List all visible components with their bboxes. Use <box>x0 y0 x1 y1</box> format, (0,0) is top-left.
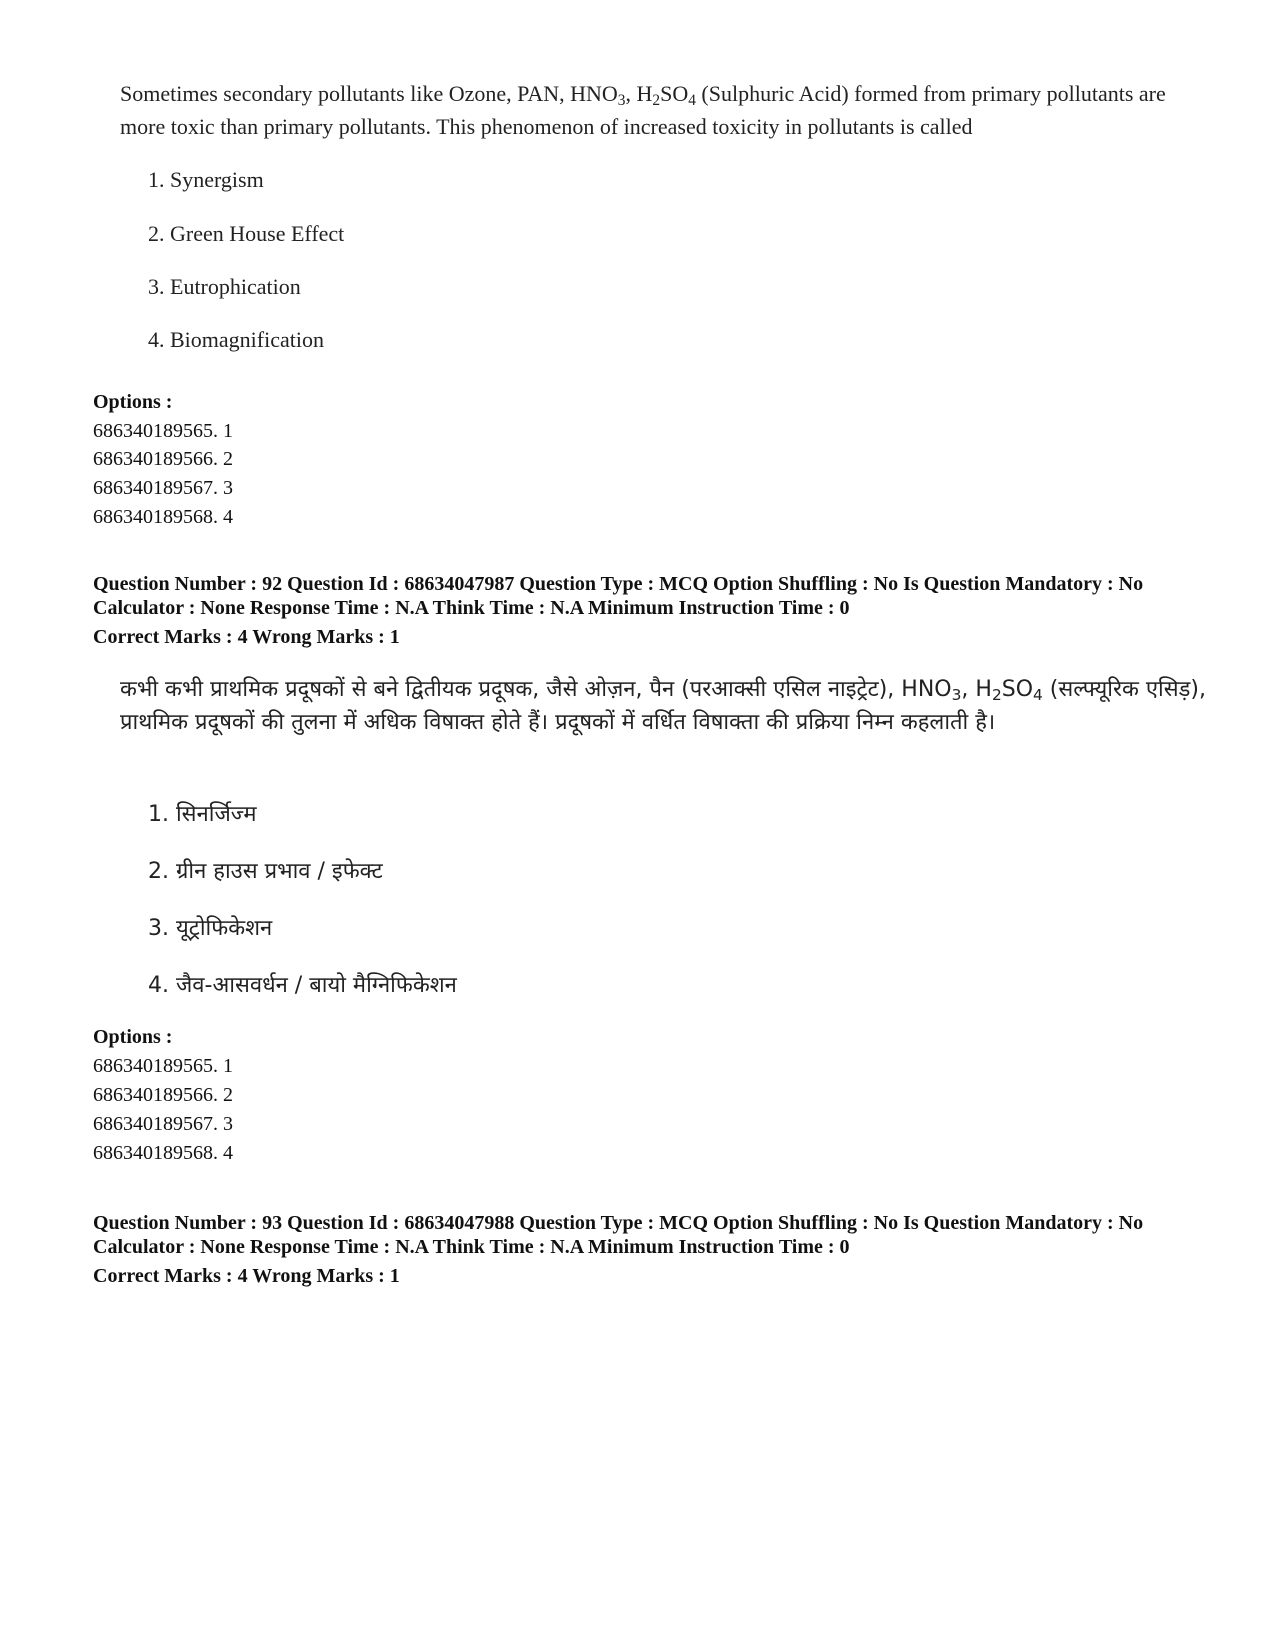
choice-item: 3. यूट्रोफिकेशन <box>148 916 273 941</box>
question-meta: Question Number : 93 Question Id : 68634047988 Question Type : MCQ Option Shuffling : No Is Question Mandatory : No Calculator : None Response Time : N.A Think Time : N.A Minimum Instruction Time : 0 <box>93 1212 1144 1258</box>
option-item: 686340189567. 3 <box>93 1113 233 1135</box>
option-item: 686340189565. 1 <box>93 1055 233 1077</box>
option-item: 686340189566. 2 <box>93 1084 233 1106</box>
option-item: 686340189567. 3 <box>93 477 233 499</box>
choice-item: 4. जैव-आसवर्धन / बायो मैग्निफिकेशन <box>148 973 457 998</box>
option-item: 686340189565. 1 <box>93 420 233 442</box>
choice-item: 1. सिनर्जिज्म <box>148 802 257 827</box>
question-meta: Question Number : 92 Question Id : 68634047987 Question Type : MCQ Option Shuffling : No Is Question Mandatory : No Calculator : None Response Time : N.A Think Time : N.A Minimum Instruction Time : 0 <box>93 573 1144 619</box>
option-item: 686340189566. 2 <box>93 448 233 470</box>
question-stem: Sometimes secondary pollutants like Ozone, PAN, $HNO_3$, $H_2SO_4$ (Sulphuric Acid) formed from primary pollutants are more toxic than primary pollutants. This phenomenon of increased toxicity in pollutants is called <box>120 81 1166 139</box>
choice-item: 3. Eutrophication <box>148 274 301 299</box>
question-marks: Correct Marks : 4 Wrong Marks : 1 <box>93 626 400 648</box>
choice-item: 2. Green House Effect <box>148 221 345 246</box>
option-item: 686340189568. 4 <box>93 506 233 528</box>
question-marks: Correct Marks : 4 Wrong Marks : 1 <box>93 1265 400 1287</box>
choice-item: 1. Synergism <box>148 167 264 192</box>
question-stem-hindi: कभी कभी प्राथमिक प्रदूषकों से बने द्वितीयक प्रदूषक, जैसे ओज़न, पैन (परआक्सी एसिल नाइट्रेट), $HNO_3$, $H_2SO_4$ (सल्फ्यूरिक एसिड़), प्राथमिक प्रदूषकों की तुलना में अधिक विषाक्त होते हैं। प्रदूषकों में वर्धित विषाक्ता की प्रक्रिया निम्न कहलाती है। <box>120 677 1206 735</box>
option-item: 686340189568. 4 <box>93 1142 233 1164</box>
options-label: Options : <box>93 391 173 413</box>
choice-item: 2. ग्रीन हाउस प्रभाव / इफेक्ट <box>148 859 383 884</box>
choice-item: 4. Biomagnification <box>148 327 324 352</box>
options-label: Options : <box>93 1026 173 1048</box>
